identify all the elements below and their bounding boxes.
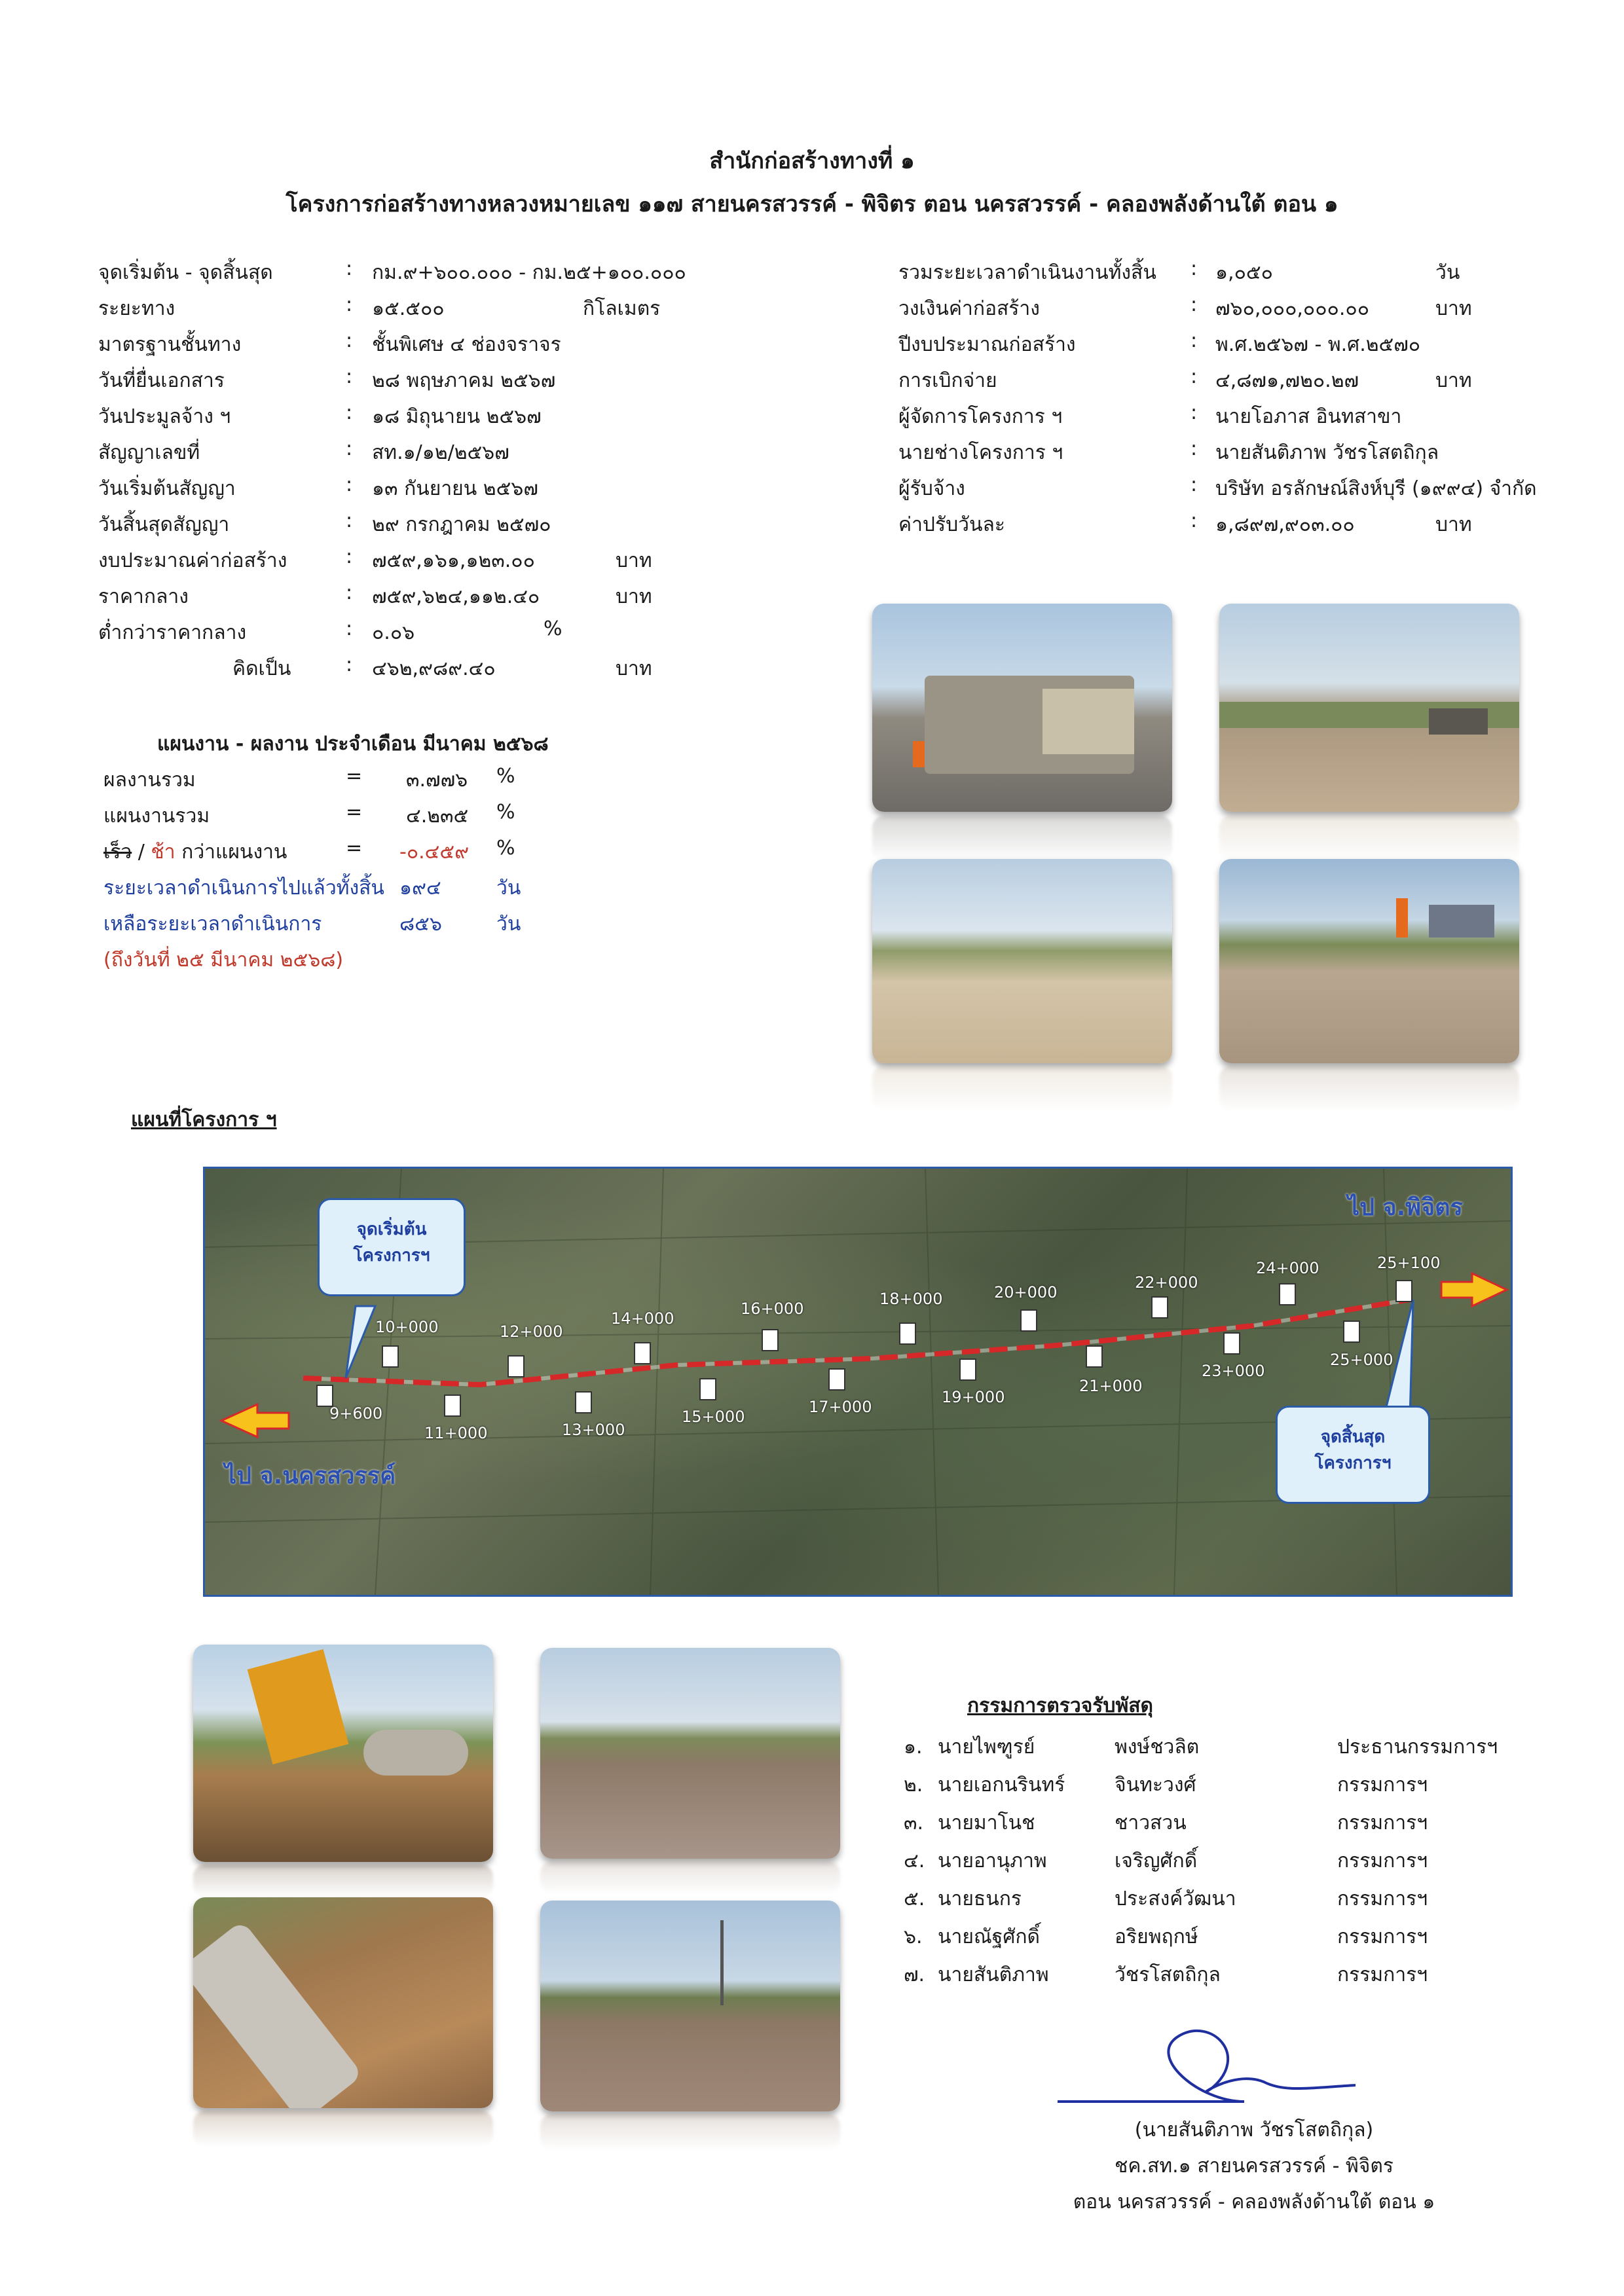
office-title: สำนักก่อสร้างทางที่ ๑ [709, 148, 915, 174]
km-label: 25+100 [1377, 1254, 1441, 1272]
info-label: วันประมูลจ้าง ฯ [98, 405, 231, 428]
km-label: 10+000 [375, 1318, 439, 1336]
km-marker-icon [959, 1358, 976, 1381]
km-marker-icon [1151, 1296, 1168, 1319]
progress-label [103, 837, 287, 867]
committee-title: กรรมการตรวจรับพัสดุ [967, 1694, 1154, 1717]
callout-line: โครงการฯ [1314, 1453, 1392, 1473]
info-value: ๑๘ มิถุนายน ๒๕๖๗ [372, 405, 542, 428]
remaining-value: ๘๕๖ [399, 913, 442, 936]
info-label: ระยะทาง [98, 297, 175, 320]
info-label: วันที่ยื่นเอกสาร [98, 369, 225, 392]
info-unit: บาท [1435, 297, 1472, 320]
construction-photo [540, 1648, 840, 1859]
info-label: ผู้จัดการโครงการ ฯ [898, 405, 1063, 428]
info-value: ๐.๐๖ [372, 621, 415, 644]
km-marker-icon [507, 1355, 525, 1377]
map-section-title: แผนที่โครงการ ฯ [131, 1108, 277, 1131]
km-marker-icon [444, 1394, 461, 1417]
info-unit: บาท [1435, 369, 1472, 392]
member-last-name: จินทะวงศ์ [1115, 1774, 1196, 1796]
member-role: กรรมการฯ [1337, 1812, 1428, 1834]
callout-line: จุดเริ่มต้น [356, 1220, 427, 1239]
info-label: คิดเป็น [232, 657, 291, 680]
km-label: 19+000 [942, 1388, 1005, 1406]
member-no: ๕. [904, 1887, 925, 1910]
km-label: 17+000 [809, 1398, 872, 1416]
km-marker-icon [828, 1368, 845, 1391]
member-no: ๔. [904, 1850, 925, 1872]
elapsed-unit: วัน [496, 877, 521, 900]
info-label: นายช่างโครงการ ฯ [898, 441, 1063, 464]
callout-line: จุดสิ้นสุด [1320, 1427, 1386, 1447]
member-role: กรรมการฯ [1337, 1887, 1428, 1910]
info-label: ค่าปรับวันละ [898, 513, 1005, 536]
member-role: ประธานกรรมการฯ [1337, 1736, 1498, 1758]
construction-photo [1219, 604, 1519, 812]
info-value: ๒๙ กรกฎาคม ๒๕๗๐ [372, 513, 551, 536]
member-first-name: นายสันติภาพ [938, 1963, 1049, 1986]
km-marker-icon [762, 1329, 779, 1351]
progress-label: แผนงานรวม [103, 805, 210, 828]
info-value: ชั้นพิเศษ ๔ ช่องจราจร [372, 333, 561, 356]
info-value: สท.๑/๑๒/๒๕๖๗ [372, 441, 509, 464]
info-unit: บาท [616, 549, 652, 572]
photo-reflection [872, 816, 1172, 862]
progress-op: = [346, 837, 363, 860]
member-first-name: นายธนกร [938, 1887, 1022, 1910]
member-last-name: เจริญศักดิ์ [1115, 1850, 1198, 1872]
progress-op: = [346, 801, 363, 824]
info-label: งบประมาณค่าก่อสร้าง [98, 549, 287, 572]
construction-photo [872, 859, 1172, 1063]
photo-reflection [540, 1861, 840, 1894]
signer-section: ตอน นครสวรรค์ - คลองพลังด้านใต้ ตอน ๑ [1073, 2191, 1435, 2214]
km-marker-icon [899, 1322, 916, 1345]
member-first-name: นายไพฑูรย์ [938, 1736, 1035, 1758]
info-unit: บาท [616, 585, 652, 608]
info-label: ราคากลาง [98, 585, 189, 608]
info-unit: บาท [616, 657, 652, 680]
remaining-label: เหลือระยะเวลาดำเนินการ [103, 913, 322, 936]
progress-unit: % [496, 837, 515, 860]
info-value: นายสันติภาพ วัชรโสตถิกุล [1215, 441, 1439, 464]
photo-reflection [872, 1066, 1172, 1112]
progress-value: ๓.๗๗๖ [406, 769, 468, 792]
arrow-left-icon [221, 1404, 289, 1437]
member-role: กรรมการฯ [1337, 1774, 1428, 1796]
as-of-date: (ถึงวันที่ ๒๕ มีนาคม ๒๕๖๘) [103, 949, 344, 972]
label-sep: / [132, 841, 151, 864]
signature-mark [1048, 2016, 1375, 2121]
construction-photo [540, 1901, 840, 2111]
info-value: ๔๖๒,๙๘๙.๔๐ [372, 657, 496, 680]
info-unit: กิโลเมตร [583, 297, 661, 320]
member-role: กรรมการฯ [1337, 1850, 1428, 1872]
member-first-name: นายเอกนรินทร์ [938, 1774, 1065, 1796]
km-marker-icon [1279, 1283, 1296, 1305]
km-label: 23+000 [1202, 1362, 1265, 1380]
construction-photo [193, 1645, 493, 1862]
arrow-right-icon [1441, 1273, 1507, 1306]
info-value: ๑,๐๕๐ [1215, 261, 1273, 284]
photo-reflection [193, 2111, 493, 2147]
info-value: ๗๕๙,๖๒๔,๑๑๒.๔๐ [372, 585, 540, 608]
member-role: กรรมการฯ [1337, 1963, 1428, 1986]
km-marker-icon [699, 1378, 716, 1400]
construction-photo [872, 604, 1172, 812]
member-no: ๓. [904, 1812, 924, 1834]
info-value: ๔,๘๗๑,๗๒๐.๒๗ [1215, 369, 1359, 392]
info-value: ๑,๘๙๗,๙๐๓.๐๐ [1215, 513, 1355, 536]
km-label: 13+000 [562, 1421, 625, 1439]
km-marker-icon [382, 1345, 399, 1368]
info-value: พ.ศ.๒๕๖๗ - พ.ศ.๒๕๗๐ [1215, 333, 1421, 356]
fast-label: เร็ว [103, 841, 132, 864]
info-unit: บาท [1435, 513, 1472, 536]
info-label: การเบิกจ่าย [898, 369, 997, 392]
callout-line: โครงการฯ [353, 1246, 430, 1266]
member-no: ๖. [904, 1925, 923, 1948]
km-label: 12+000 [500, 1322, 563, 1341]
km-marker-icon [1223, 1332, 1240, 1355]
progress-unit: % [496, 765, 515, 788]
to-south-label: ไป จ.นครสวรรค์ [225, 1463, 396, 1489]
km-marker-icon [316, 1385, 333, 1407]
info-label: ต่ำกว่าราคากลาง [98, 621, 247, 644]
member-first-name: นายมาโนช [938, 1812, 1035, 1834]
member-last-name: ชาวสวน [1115, 1812, 1187, 1834]
elapsed-value: ๑๙๔ [399, 877, 441, 900]
info-unit: วัน [1435, 261, 1460, 284]
km-label: 18+000 [879, 1290, 943, 1308]
info-label: ปีงบประมาณก่อสร้าง [898, 333, 1076, 356]
km-label: 22+000 [1135, 1273, 1198, 1292]
info-value: ๑๓ กันยายน ๒๕๖๗ [372, 477, 538, 500]
km-marker-icon [1343, 1321, 1360, 1343]
photo-reflection [1219, 1066, 1519, 1112]
to-north-label: ไป จ.พิจิตร [1348, 1194, 1463, 1221]
member-no: ๗. [904, 1963, 925, 1986]
member-last-name: ประสงค์วัฒนา [1115, 1887, 1236, 1910]
km-label: 11+000 [424, 1424, 488, 1442]
km-label: 21+000 [1079, 1377, 1143, 1395]
info-unit: % [544, 617, 563, 640]
slow-label: ช้า [151, 841, 175, 864]
progress-unit: % [496, 801, 515, 824]
member-role: กรรมการฯ [1337, 1925, 1428, 1948]
km-label: 16+000 [741, 1300, 804, 1318]
km-marker-icon [1086, 1345, 1103, 1368]
member-first-name: นายอานุภาพ [938, 1850, 1047, 1872]
photo-reflection [1219, 816, 1519, 862]
km-marker-icon [575, 1391, 592, 1413]
member-last-name: พงษ์ชวลิต [1115, 1736, 1200, 1758]
info-label: รวมระยะเวลาดำเนินงานทั้งสิ้น [898, 261, 1156, 284]
info-label: วงเงินค่าก่อสร้าง [898, 297, 1040, 320]
member-no: ๒. [904, 1774, 923, 1796]
info-value: ๒๘ พฤษภาคม ๒๕๖๗ [372, 369, 556, 392]
info-label: จุดเริ่มต้น - จุดสิ้นสุด [98, 261, 273, 284]
photo-reflection [540, 2114, 840, 2150]
label-rest: กว่าแผนงาน [175, 841, 287, 864]
start-callout [318, 1198, 466, 1296]
info-label: ผู้รับจ้าง [898, 477, 965, 500]
info-value: กม.๙+๖๐๐.๐๐๐ - กม.๒๕+๑๐๐.๐๐๐ [372, 261, 686, 284]
km-label: 25+000 [1330, 1351, 1393, 1369]
info-label: วันสิ้นสุดสัญญา [98, 513, 230, 536]
progress-title: แผนงาน - ผลงาน ประจำเดือน มีนาคม ๒๕๖๘ [157, 733, 549, 756]
end-callout [1276, 1406, 1430, 1504]
remaining-unit: วัน [496, 913, 521, 936]
progress-value: ๔.๒๓๕ [406, 805, 469, 828]
progress-value: -๐.๔๕๙ [399, 841, 470, 864]
info-label: วันเริ่มต้นสัญญา [98, 477, 236, 500]
photo-reflection [193, 1865, 493, 1897]
km-label: 15+000 [682, 1408, 745, 1426]
info-value: ๑๕.๕๐๐ [372, 297, 445, 320]
elapsed-label: ระยะเวลาดำเนินการไปแล้วทั้งสิ้น [103, 877, 384, 900]
info-value: ๗๖๐,๐๐๐,๐๐๐.๐๐ [1215, 297, 1370, 320]
member-first-name: นายณัฐศักดิ์ [938, 1925, 1041, 1948]
member-last-name: อริยพฤกษ์ [1115, 1925, 1198, 1948]
progress-op: = [346, 765, 363, 788]
signer-position: ชค.สท.๑ สายนครสวรรค์ - พิจิตร [1115, 2155, 1393, 2178]
info-label: สัญญาเลขที่ [98, 441, 200, 464]
km-marker-icon [634, 1342, 651, 1364]
info-value: บริษัท อรลักษณ์สิงห์บุรี (๑๙๙๔) จำกัด [1215, 477, 1537, 500]
member-no: ๑. [904, 1736, 923, 1758]
km-label: 14+000 [611, 1309, 674, 1328]
signer-name: (นายสันติภาพ วัชรโสตถิกุล) [1134, 2119, 1374, 2141]
info-label: มาตรฐานชั้นทาง [98, 333, 242, 356]
km-label: 24+000 [1256, 1259, 1320, 1277]
construction-photo [1219, 859, 1519, 1063]
project-title: โครงการก่อสร้างทางหลวงหมายเลข ๑๑๗ สายนครสวรรค์ - พิจิตร ตอน นครสวรรค์ - คลองพลังด้านใต้ ตอน ๑ [286, 191, 1338, 217]
progress-label: ผลงานรวม [103, 769, 196, 792]
km-label: 20+000 [994, 1283, 1058, 1302]
info-value: ๗๕๙,๑๖๑,๑๒๓.๐๐ [372, 549, 535, 572]
info-value: นายโอภาส อินทสาขา [1215, 405, 1402, 428]
project-map[interactable] [203, 1167, 1513, 1597]
km-marker-icon [1020, 1309, 1037, 1332]
construction-photo [193, 1897, 493, 2108]
km-marker-icon [1395, 1280, 1412, 1302]
member-last-name: วัชรโสตถิกุล [1115, 1963, 1221, 1986]
km-label: 9+600 [329, 1404, 383, 1423]
